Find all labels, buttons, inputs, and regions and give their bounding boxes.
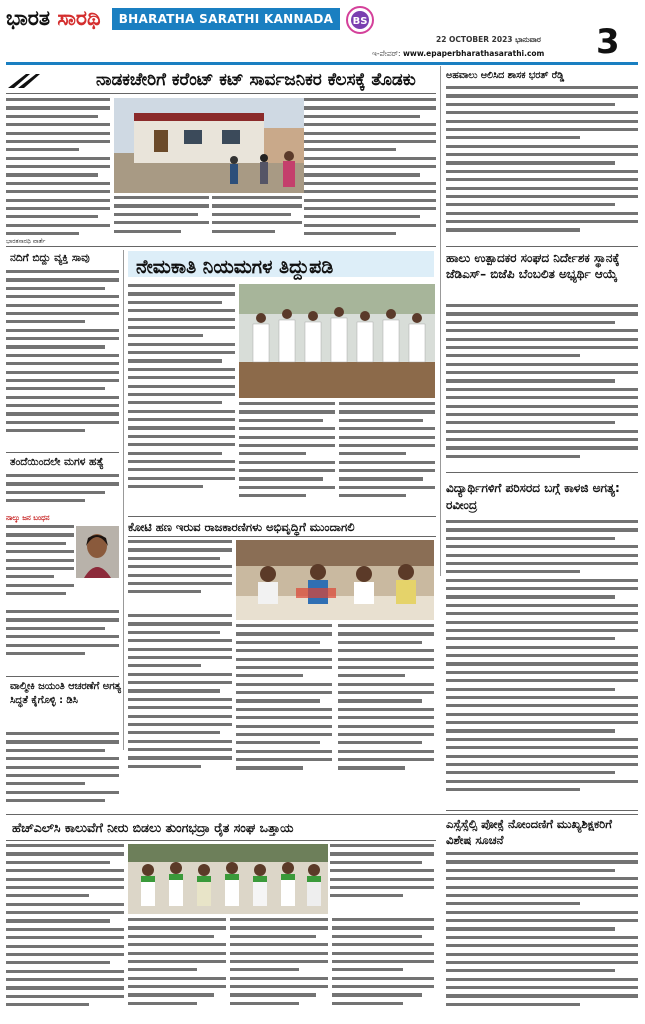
rule <box>6 452 119 453</box>
sslc-body <box>446 852 638 1020</box>
appointment-body-2 <box>239 402 335 514</box>
lead-column-3 <box>304 98 436 243</box>
politics-headline: ಕೋಟಿ ಹಣ ಇರುವ ರಾಜಕಾರಣಿಗಳು ಅಭಿವೃದ್ಧಿಗೆ ಮುಂದಾಗಲಿ <box>128 520 355 534</box>
politics-body-4 <box>338 624 434 782</box>
header-divider <box>6 62 638 65</box>
rule <box>128 516 436 517</box>
valmiki-headline: ವಾಲ್ಮೀಕಿ ಜಯಂತಿ ಆಚರಣೆಗೆ ಅಗತ್ಯ ಸಿದ್ಧತೆ ಕೈಗೊಳ್ಳಿ : ಡಿಸಿ <box>10 681 122 706</box>
water-body-4 <box>230 918 328 1020</box>
students-body <box>446 520 638 810</box>
lead-quote-icon <box>6 72 91 90</box>
water-photo <box>128 844 328 914</box>
issue-date: 22 OCTOBER 2023 ಭಾನುವಾರ <box>436 35 541 44</box>
lead-byline: ಭಾರತಸಾರಥಿ ವಾರ್ತೆ <box>6 238 46 245</box>
page-number: 3 <box>596 22 620 62</box>
epaper-link[interactable]: ಇ-ಪೇಪರ್: www.epaperbharathasarathi.com <box>372 49 545 58</box>
rule <box>6 246 436 247</box>
lead-headline: ನಾಡಕಚೇರಿಗೆ ಕರೆಂಟ್ ಕಟ್ ಸಾರ್ವಜನಿಕರ ಕೆಲಸಕ್ಕೆ ತೊಡಕು <box>96 70 416 90</box>
politics-body-2 <box>128 614 232 782</box>
rule <box>446 810 638 811</box>
rule <box>6 840 436 841</box>
water-body-2 <box>330 844 434 914</box>
politics-body-1 <box>128 540 232 610</box>
milk-union-headline: ಹಾಲು ಉತ್ಪಾದಕರ ಸಂಘದ ನಿರ್ದೇಶಕ ಸ್ಥಾನಕ್ಕೆ ಜೆಡಿಎಸ್– ಬಿಜೆಪಿ ಬೆಂಬಲಿತ ಅಭ್ಯರ್ಥಿ ಆಯ್ಕೆ <box>446 251 620 281</box>
right-top-headline: ಅಹವಾಲು ಆಲಿಸಿದ ಶಾಸಕ ಭರತ್ ರೆಡ್ಡಿ <box>446 70 565 81</box>
politics-photo <box>236 540 434 620</box>
drowning-headline: ನದಿಗೆ ಬಿದ್ದು ವ್ಯಕ್ತಿ ಸಾವು <box>10 252 90 264</box>
lead-column-2a <box>114 196 209 244</box>
rule <box>6 814 638 815</box>
daughter-headline: ತಂದೆಯಿಂದಲೇ ಮಗಳ ಹತ್ಯೆ <box>10 456 104 468</box>
appointment-headline: ನೇಮಕಾತಿ ನಿಯಮಗಳ ತಿದ್ದುಪಡಿ <box>136 256 334 278</box>
drowning-body <box>6 270 119 446</box>
daughter-body-3 <box>6 610 119 670</box>
masthead-banner: BHARATHA SARATHI KANNADA DAILY <box>112 8 340 30</box>
students-headline: ವಿದ್ಯಾರ್ಥಿಗಳಿಗೆ ಪರಿಸರದ ಬಗ್ಗೆ ಕಾಳಜಿ ಅಗತ್ಯ: ರವೀಂದ್ರ <box>446 481 620 512</box>
lead-column-2b <box>212 196 302 244</box>
lead-photo <box>114 98 304 193</box>
appointment-body-3 <box>339 402 435 514</box>
lead-column-1 <box>6 98 110 243</box>
svg-text:BS: BS <box>352 16 368 27</box>
water-headline: ಹೆಚ್‌ಎಲ್‌ಸಿ ಕಾಲುವೆಗೆ ನೀರು ಬಿಡಲು ತುಂಗಭದ್ರಾ ರೈತ ಸಂಘ ಒತ್ತಾಯ <box>12 820 294 835</box>
appointment-body-1 <box>128 284 235 514</box>
rule <box>6 93 436 94</box>
rule <box>6 676 119 677</box>
water-body-1 <box>6 844 124 1020</box>
rule <box>446 246 638 247</box>
column-divider <box>440 66 441 474</box>
valmiki-body-1 <box>6 732 119 814</box>
rule <box>446 472 638 473</box>
water-body-3 <box>128 918 226 1020</box>
sslc-headline: ಎಸ್ಸೆಸ್ಸೆಲ್ಸಿ ಪೋಕ್ಸೆ ನೋಂದಣಿಗೆ ಮುಖ್ಯಶಿಕ್ಷಕರಿಗೆ ವಿಶೇಷ ಸೂಚನೆ <box>446 817 612 847</box>
daughter-subhead: ನಾಲ್ಕು ಜನ ಬಂಧನ <box>6 514 50 522</box>
politics-body-3 <box>236 624 332 782</box>
daughter-body-1 <box>6 474 119 514</box>
column-divider <box>440 474 441 576</box>
column-divider <box>123 250 124 750</box>
victim-photo <box>76 526 119 578</box>
newspaper-logo: ಭಾರತ ಸಾರಥಿ <box>6 6 101 30</box>
appointment-photo <box>239 284 435 398</box>
rule <box>128 536 436 537</box>
bs-logo-icon <box>345 5 375 35</box>
daughter-body-2 <box>6 525 74 605</box>
right-top-body <box>446 86 638 246</box>
water-body-5 <box>332 918 434 1020</box>
milk-union-body <box>446 304 638 472</box>
